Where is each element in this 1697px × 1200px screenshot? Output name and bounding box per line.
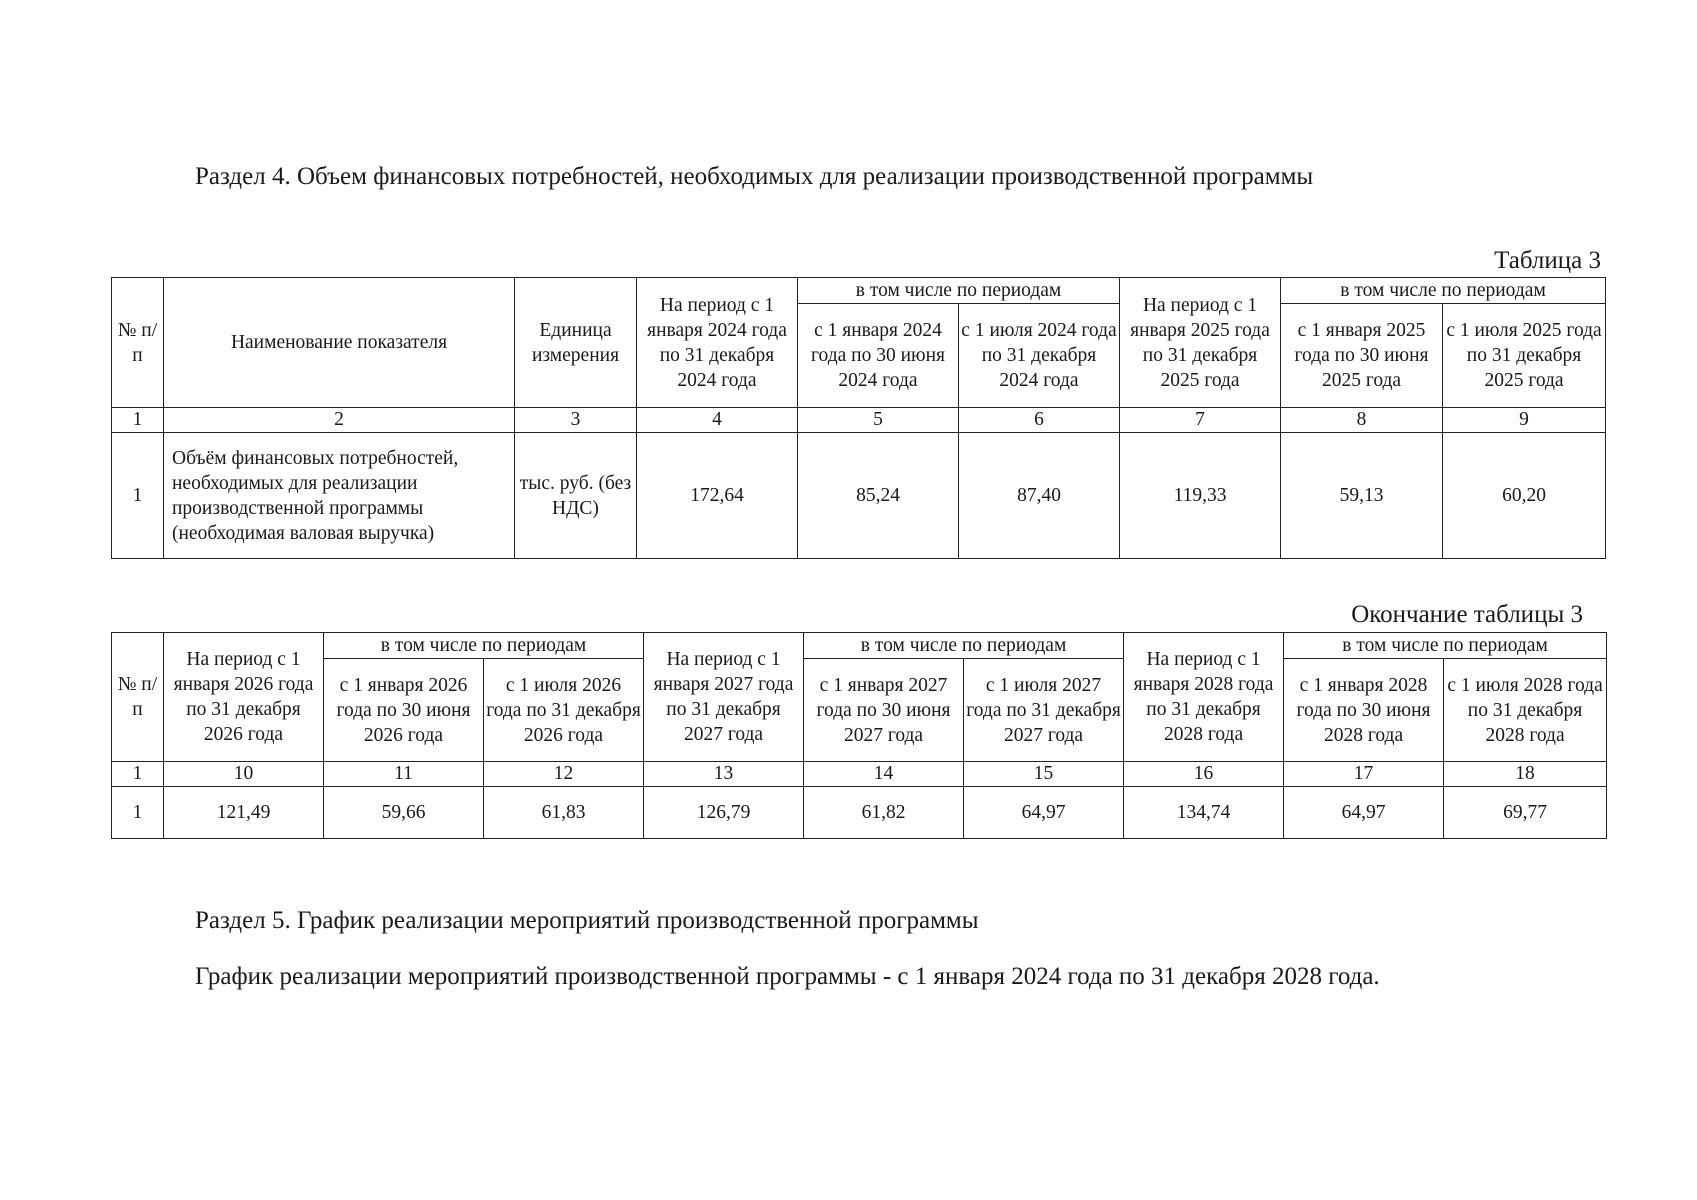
column-number: 12 xyxy=(484,762,644,787)
col-header-no: № п/п xyxy=(112,278,164,408)
value-total-2027: 126,79 xyxy=(644,787,804,839)
column-number: 11 xyxy=(324,762,484,787)
col-header-h2-2024: с 1 июля 2024 года по 31 декабря 2024 года xyxy=(959,304,1120,408)
column-number: 14 xyxy=(804,762,964,787)
column-number: 17 xyxy=(1284,762,1444,787)
column-number: 1 xyxy=(112,762,164,787)
row-number: 1 xyxy=(112,787,164,839)
section-5-title: Раздел 5. График реализации мероприятий производственной программы xyxy=(195,907,979,934)
value-h1-2027: 61,82 xyxy=(804,787,964,839)
column-number: 4 xyxy=(637,408,798,433)
col-header-h1-2024: с 1 января 2024 года по 30 июня 2024 года xyxy=(798,304,959,408)
value-h1-2026: 59,66 xyxy=(324,787,484,839)
unit-of-measure: тыс. руб. (без НДС) xyxy=(515,433,637,559)
table-3-caption: Таблица 3 xyxy=(1494,247,1601,274)
section-5-description: График реализации мероприятий производственной программы - с 1 января 2024 года по 31 декабря 2028 года. xyxy=(195,963,1380,990)
value-h2-2028: 69,77 xyxy=(1444,787,1607,839)
table-row xyxy=(112,433,1606,559)
column-number: 15 xyxy=(964,762,1124,787)
column-number: 10 xyxy=(164,762,324,787)
col-header-h2-2028: с 1 июля 2028 года по 31 декабря 2028 года xyxy=(1444,659,1607,762)
col-header-h2-2026: с 1 июля 2026 года по 31 декабря 2026 года xyxy=(484,659,644,762)
column-number: 7 xyxy=(1120,408,1281,433)
col-header-h1-2028: с 1 января 2028 года по 30 июня 2028 года xyxy=(1284,659,1444,762)
col-header-group-2026: в том числе по периодам xyxy=(324,633,644,659)
value-total-2028: 134,74 xyxy=(1124,787,1284,839)
column-numbers-row xyxy=(112,762,1607,787)
table-3-part-1 xyxy=(111,277,1606,559)
value-total-2025: 119,33 xyxy=(1120,433,1281,559)
table-3-end-caption: Окончание таблицы 3 xyxy=(1351,601,1583,628)
col-header-unit: Единица измерения xyxy=(515,278,637,408)
col-header-group-2024: в том числе по периодам xyxy=(798,278,1120,304)
column-number: 3 xyxy=(515,408,637,433)
col-header-total-2024: На период с 1 января 2024 года по 31 декабря 2024 года xyxy=(637,278,798,408)
col-header-total-2025: На период с 1 января 2025 года по 31 декабря 2025 года xyxy=(1120,278,1281,408)
col-header-h2-2025: с 1 июля 2025 года по 31 декабря 2025 года xyxy=(1443,304,1606,408)
value-h1-2024: 85,24 xyxy=(798,433,959,559)
row-number: 1 xyxy=(112,433,164,559)
value-h2-2024: 87,40 xyxy=(959,433,1120,559)
value-h1-2028: 64,97 xyxy=(1284,787,1444,839)
column-number: 2 xyxy=(164,408,515,433)
table-3-part-2 xyxy=(111,632,1607,839)
col-header-h1-2027: с 1 января 2027 года по 30 июня 2027 года xyxy=(804,659,964,762)
col-header-no: № п/п xyxy=(112,633,164,762)
table-row xyxy=(112,787,1607,839)
col-header-group-2027: в том числе по периодам xyxy=(804,633,1124,659)
col-header-total-2028: На период с 1 января 2028 года по 31 декабря 2028 года xyxy=(1124,633,1284,762)
col-header-total-2026: На период с 1 января 2026 года по 31 декабря 2026 года xyxy=(164,633,324,762)
column-numbers-row xyxy=(112,408,1606,433)
col-header-h2-2027: с 1 июля 2027 года по 31 декабря 2027 года xyxy=(964,659,1124,762)
column-number: 16 xyxy=(1124,762,1284,787)
column-number: 1 xyxy=(112,408,164,433)
value-h1-2025: 59,13 xyxy=(1281,433,1443,559)
column-number: 6 xyxy=(959,408,1120,433)
col-header-name: Наименование показателя xyxy=(164,278,515,408)
section-4-title: Раздел 4. Объем финансовых потребностей, необходимых для реализации производственной программы xyxy=(195,163,1314,190)
value-total-2024: 172,64 xyxy=(637,433,798,559)
column-number: 18 xyxy=(1444,762,1607,787)
col-header-h1-2026: с 1 января 2026 года по 30 июня 2026 года xyxy=(324,659,484,762)
col-header-total-2027: На период с 1 января 2027 года по 31 декабря 2027 года xyxy=(644,633,804,762)
col-header-group-2028: в том числе по периодам xyxy=(1284,633,1607,659)
column-number: 5 xyxy=(798,408,959,433)
col-header-group-2025: в том числе по периодам xyxy=(1281,278,1606,304)
col-header-h1-2025: с 1 января 2025 года по 30 июня 2025 года xyxy=(1281,304,1443,408)
value-h2-2027: 64,97 xyxy=(964,787,1124,839)
column-number: 13 xyxy=(644,762,804,787)
value-h2-2026: 61,83 xyxy=(484,787,644,839)
column-number: 9 xyxy=(1443,408,1606,433)
indicator-name: Объём финансовых потребностей, необходимых для реализации производственной программы (необходимая валовая выручка) xyxy=(164,433,515,559)
value-h2-2025: 60,20 xyxy=(1443,433,1606,559)
column-number: 8 xyxy=(1281,408,1443,433)
value-total-2026: 121,49 xyxy=(164,787,324,839)
